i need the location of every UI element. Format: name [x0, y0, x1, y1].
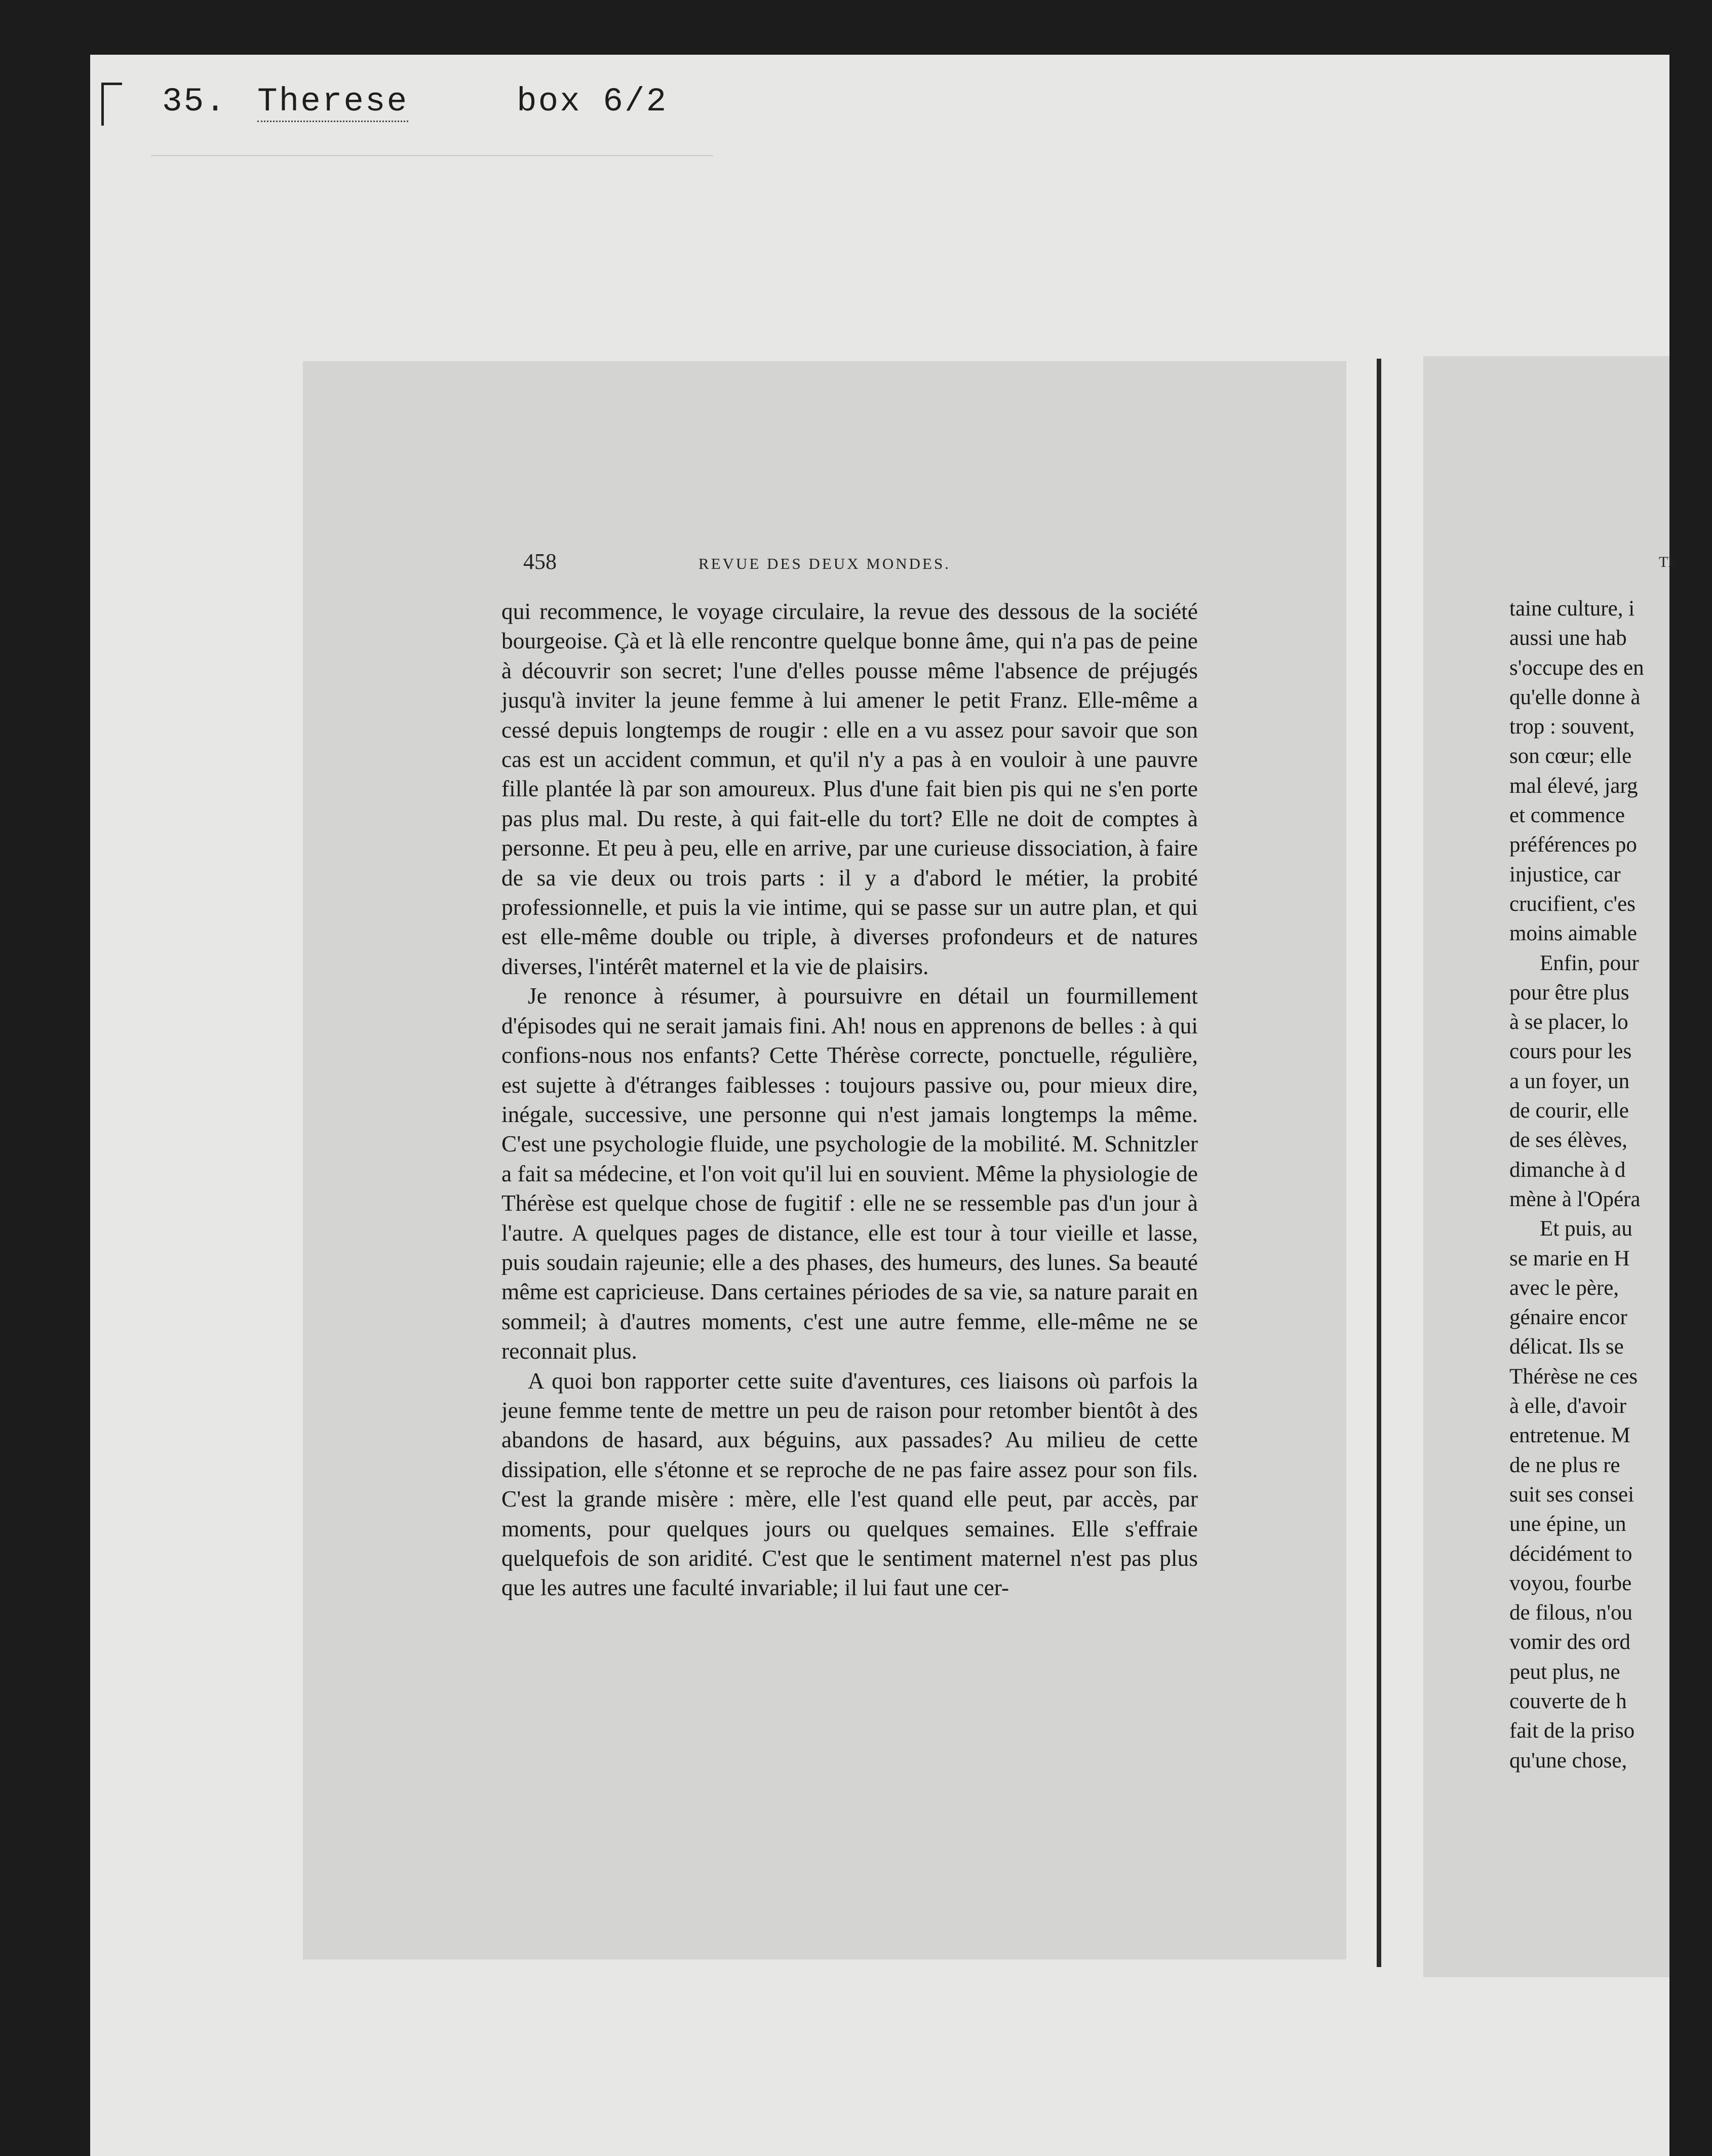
- text-line: couverte de h: [1509, 1689, 1627, 1713]
- archive-card: [90, 55, 1678, 2156]
- item-number: 35.: [162, 83, 227, 121]
- right-running-head: TE: [1659, 554, 1678, 570]
- gutter-line: [1377, 359, 1381, 1967]
- text-line: de ne plus re: [1509, 1453, 1620, 1477]
- text-line: dimanche à d: [1509, 1158, 1626, 1182]
- box-reference: box 6/2: [517, 83, 668, 121]
- archive-label: [90, 55, 723, 156]
- text-line: une épine, un: [1509, 1512, 1626, 1536]
- text-line: mal élevé, jarg: [1509, 774, 1638, 798]
- corner-mark-icon: [101, 83, 122, 126]
- right-page-text: [1509, 594, 1712, 1776]
- text-line: peut plus, ne: [1509, 1660, 1620, 1684]
- text-line: génaire encor: [1509, 1305, 1627, 1330]
- item-title: Therese: [257, 83, 408, 122]
- paragraph: qui recommence, le voyage circulaire, la revue des dessous de la société bourgeoise. Çà et là elle rencontre quelque bonne âme, qui n'a pas de peine à découvrir son secret; l'une d'elles pousse même l'absence de préjugés jusqu'à inviter la jeune femme à lui amener le petit Franz. Elle-même a cessé depuis longtemps de rougir : elle en a vu assez pour savoir que son cas est un accident commun, et qu'il n'y a pas à en vouloir à une pauvre fille plantée là par son amoureux. Plus d'une fait bien pis qui ne s'en porte pas plus mal. Du reste, à qui fait-elle du tort? Elle ne doit de comptes à personne. Et peu à peu, elle en arrive, par une curieuse dissociation, à faire de sa vie deux ou trois parts : il y a d'abord le métier, la probité professionnelle, et puis la vie intime, qui se passe sur un autre plan, et qui est elle-même double ou triple, à diverses profondeurs et de natures diverses, l'intérêt maternel et la vie de plaisirs.: [501, 598, 1198, 979]
- body-text: [501, 597, 1198, 1603]
- text-line: à se placer, lo: [1509, 1010, 1628, 1034]
- text-line: Enfin, pour: [1540, 951, 1639, 975]
- text-line: qu'elle donne à: [1509, 685, 1641, 709]
- left-page: [303, 361, 1346, 1959]
- text-line: suit ses consei: [1509, 1482, 1635, 1507]
- text-line: son cœur; elle: [1509, 744, 1632, 768]
- label-divider: [151, 155, 713, 156]
- text-line: délicat. Ils se: [1509, 1335, 1624, 1359]
- text-line: Et puis, au: [1540, 1217, 1632, 1241]
- book-gutter: [1347, 359, 1423, 1967]
- text-line: et commence: [1509, 803, 1625, 828]
- text-line: taine culture, i: [1509, 597, 1635, 621]
- text-line: a un foyer, un: [1509, 1069, 1630, 1093]
- text-line: Thérèse ne ces: [1509, 1364, 1638, 1389]
- paragraph: A quoi bon rapporter cette suite d'aventures, ces liaisons où parfois la jeune femme tente de mettre un peu de raison pour retomber bientôt à des abandons de hasard, aux béguins, aux passades? Au milieu de cette dissipation, elle s'étonne et se reproche de ne pas faire assez pour son fils. C'est la grande misère : mère, elle l'est quand elle peut, par accès, par moments, pour quelques jours ou quelques semaines. Elle s'effraie quelquefois de son aridité. C'est que le sentiment maternel n'est pas plus que les autres une faculté invariable; il lui faut une cer-: [501, 1367, 1198, 1601]
- text-line: de courir, elle: [1509, 1099, 1629, 1123]
- right-page: [1423, 356, 1678, 1977]
- text-line: de ses élèves,: [1509, 1128, 1627, 1152]
- text-line: préférences po: [1509, 833, 1637, 857]
- text-line: avec le père,: [1509, 1276, 1619, 1300]
- text-line: se marie en H: [1509, 1246, 1630, 1270]
- text-line: moins aimable: [1509, 921, 1637, 946]
- text-line: trop : souvent,: [1509, 715, 1635, 739]
- paragraph: Je renonce à résumer, à poursuivre en détail un fourmillement d'épisodes qui ne serait jamais fini. Ah! nous en apprenons de belles : à qui confions-nous nos enfants? Cette Thérèse correcte, ponctuelle, régulière, est sujette à d'étranges faiblesses : toujours passive ou, pour mieux dire, inégale, successive, une personne qui n'est jamais longtemps la même. C'est une psychologie fluide, une psychologie de la mobilité. M. Schnitzler a fait sa médecine, et l'on voit qu'il lui en souvient. Même la physiologie de Thérèse est quelque chose de fugitif : elle ne se ressemble pas d'un jour à l'autre. A quelques pages de distance, elle est tour à tour vieille et lasse, puis soudain rajeunie; elle a des phases, des humeurs, des lunes. Sa beauté même est capricieuse. Dans certaines périodes de sa vie, sa nature parait en sommeil; à d'autres moments, c'est une autre femme, elle-même ne se reconnait plus.: [501, 983, 1198, 1364]
- text-line: qu'une chose,: [1509, 1748, 1627, 1773]
- running-head: REVUE DES DEUX MONDES.: [698, 555, 951, 572]
- text-line: de filous, n'ou: [1509, 1601, 1633, 1625]
- page-number: 458: [523, 549, 557, 574]
- text-line: injustice, car: [1509, 862, 1621, 887]
- text-line: voyou, fourbe: [1509, 1571, 1632, 1595]
- text-line: aussi une hab: [1509, 626, 1627, 650]
- text-line: crucifient, c'es: [1509, 892, 1636, 916]
- text-line: mène à l'Opéra: [1509, 1187, 1641, 1211]
- text-line: à elle, d'avoir: [1509, 1394, 1626, 1418]
- text-line: cours pour les: [1509, 1040, 1632, 1064]
- text-line: entretenue. M: [1509, 1423, 1630, 1448]
- text-line: décidément to: [1509, 1542, 1632, 1566]
- text-line: s'occupe des en: [1509, 656, 1644, 680]
- text-line: fait de la priso: [1509, 1719, 1635, 1743]
- text-line: pour être plus: [1509, 980, 1629, 1005]
- text-line: vomir des ord: [1509, 1630, 1630, 1654]
